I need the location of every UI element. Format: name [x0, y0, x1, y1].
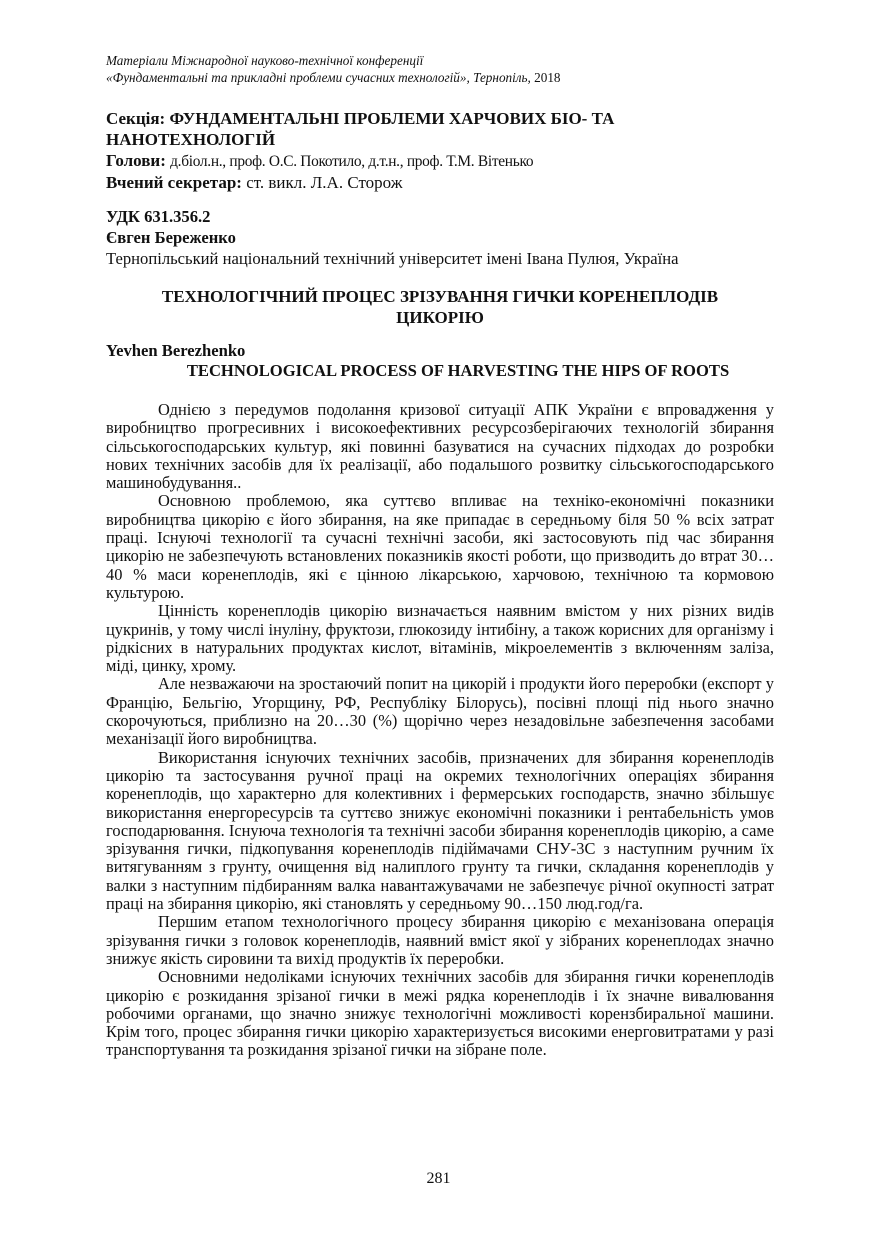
chairs-line [106, 150, 774, 172]
paragraph: Але незважаючи на зростаючий попит на цикорій і продукти його переробки (експорт у Францію, Бельгію, Угорщину, РФ, Республіку Білорусь), посівні площі під нього значно скорочуються, приблизно на 20…30 (%) щорічно через незадовільне забезпечення засобами механізації його виробництва. [106, 674, 774, 749]
secretary-label: Вчений секретар: [106, 173, 242, 192]
paragraph: Цінність коренеплодів цикорію визначається наявним вмістом у них різних видів цукринів, у тому числі інуліну, фруктози, глюкозиду інтибіну, а також корисних для організму і рідкісних в натуральних продуктах кислот, вітамінів, мікроелементів з включенням заліза, міді, цинку, хрому. [106, 601, 774, 676]
title-ua-line-1: ТЕХНОЛОГІЧНИЙ ПРОЦЕС ЗРІЗУВАННЯ ГИЧКИ КОРЕНЕПЛОДІВ [161, 287, 719, 306]
paragraph: Основними недоліками існуючих технічних засобів для збирання гички коренеплодів цикорію є розкидання зрізаної гички в межі рядка коренеплодів і їх значне вивалювання робочими органами, що значно знижує технологічні можливості корензбиральної машини. Крім того, процес збирання гички цикорію характеризується високими енерговитратами у разі транспортування та розкидання зрізаної гички на зібране поле. [106, 967, 774, 1060]
title-en: TECHNOLOGICAL PROCESS OF HARVESTING THE HIPS OF ROOTS [186, 361, 730, 380]
author-en: Yevhen Berezhenko [106, 341, 246, 360]
section-label: Секція: [106, 109, 166, 128]
title-ua-line-2: ЦИКОРІЮ [396, 308, 484, 327]
header-conference-title: «Фундаментальні та прикладні проблеми сучасних технологій», Тернопіль, [106, 70, 531, 85]
secretary-name: ст. викл. Л.А. Сторож [246, 173, 403, 192]
affiliation: Тернопільський національний технічний університет імені Івана Пулюя, Україна [106, 249, 679, 268]
header-line-1: Матеріали Міжнародної науково-технічної конференції [106, 53, 424, 68]
article-title-ua [106, 286, 774, 328]
section-title-line-2 [106, 129, 774, 150]
page-number: 281 [426, 1170, 451, 1187]
chairs-names: д.біол.н., проф. О.С. Покотило, д.т.н., проф. Т.М. Вітенько [170, 153, 534, 170]
secretary-line [106, 172, 774, 193]
article-body [106, 401, 774, 1060]
author-ua: Євген Береженко [106, 228, 236, 247]
section-title-2: НАНОТЕХНОЛОГІЙ [106, 130, 276, 149]
udk-code: УДК 631.356.2 [106, 207, 211, 226]
paragraph: Використання існуючих технічних засобів, призначених для збирання коренеплодів цикорію та застосування ручної праці на окремих технологічних операціях збирання коренеплодів, що характерно для колективних і фермерських господарств, значно збільшує використання енергоресурсів та суттєво знижує економічні показники і рентабельність умов господарювання. Існуюча технологія та технічні засоби збирання коренеплодів цикорію, а саме зрізування гички, підкопування коренеплодів підіймачами СНУ-3С з наступним ручним їх витягуванням з грунту, очищення від налиплого грунту та гички, складання коренеплодів у валки з наступним підбиранням валка навантажувачами не забезпечує річної окупності затрат праці на збирання цикорію, які становлять у середньому 90…150 люд.год/га. [106, 747, 774, 914]
paragraph: Однією з передумов подолання кризової ситуації АПК України є впровадження у виробництво прогресивних і високоефективних ресурсозберігаючих технологій збирання сільськогосподарських культур, які повинні базуватися на сучасних підходах до розробки нових технічних засобів для їх реалізації, або подальшого розвитку сільськогосподарського машинобудування.. [106, 400, 774, 493]
article-meta [106, 206, 774, 269]
chairs-label: Голови: [106, 151, 166, 170]
header-year: 2018 [534, 70, 561, 85]
header-line-2 [106, 69, 786, 86]
section-info [106, 108, 774, 193]
section-title-1: ФУНДАМЕНТАЛЬНІ ПРОБЛЕМИ ХАРЧОВИХ БІО- ТА [169, 109, 615, 128]
paragraph: Основною проблемою, яка суттєво впливає на техніко-економічні показники виробництва цикорію є його збирання, на яке припадає в середньому біля 50 % всіх затрат праці. Існуючі технології та сучасні технічні засоби, які застосовують під час збирання цикорію не забезпечують встановлених показників якості роботи, що призводить до втрат 30…40 % маси коренеплодів, які є цінною лікарською, харчовою, технічною та кормовою культурою. [106, 491, 774, 602]
paragraph: Першим етапом технологічного процесу збирання цикорію є механізована операція зрізування гички з головок коренеплодів, наявний вміст якої у зібраних коренеплодах значно знижує якість сировини та вихід продуктів їх переробки. [106, 912, 774, 968]
section-title-line-1 [106, 108, 774, 129]
conference-header [106, 52, 786, 86]
article-en [106, 341, 774, 381]
